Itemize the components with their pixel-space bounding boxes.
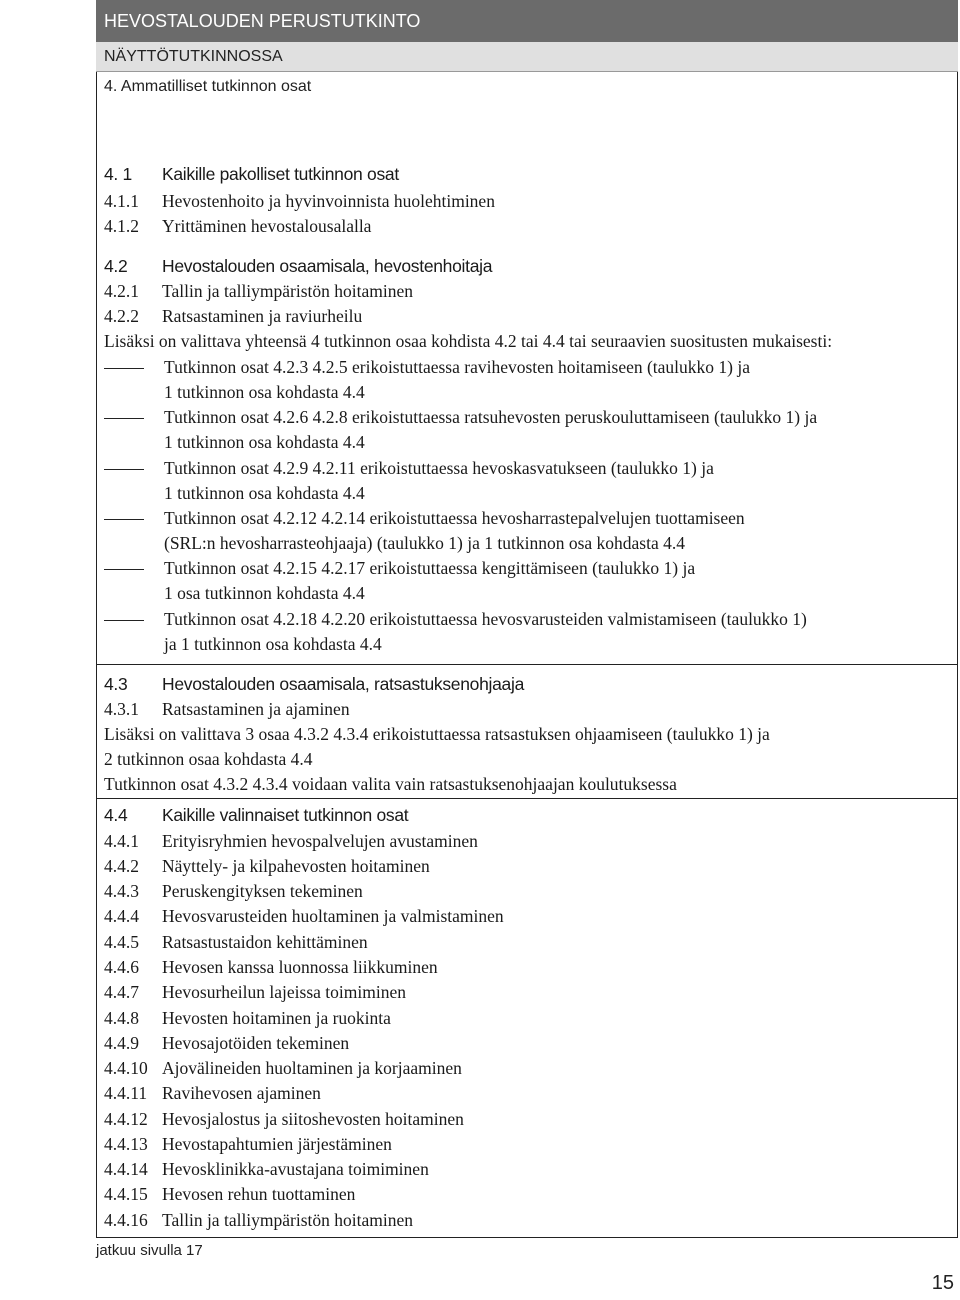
list-item [104,1182,355,1206]
option-continuation: 1 tutkinnon osa kohdasta 4.4 [164,382,365,402]
list-item [104,189,495,213]
document-title: HEVOSTALOUDEN PERUSTUTKINTO [96,0,958,42]
list-item [104,1031,349,1055]
section-divider [96,798,958,799]
item-text: Erityisryhmien hevospalvelujen avustaminen [162,831,478,851]
item-text: Tallin ja talliympäristön hoitaminen [162,1210,414,1230]
list-item [104,1107,464,1131]
continuation-note: jatkuu sivulla 17 [96,1242,203,1259]
list-item [104,1006,391,1030]
list-item [104,930,368,954]
item-text: Hevosjalostus ja siitoshevosten hoitaminen [162,1109,464,1129]
item-text: Ratsastustaidon kehittäminen [162,932,368,952]
item-number: 4.2.2 [104,306,139,326]
item-number: 4.4.1 [104,831,139,851]
item-number: 4.2 [104,256,128,276]
list-item [104,1081,321,1105]
option-text: Tutkinnon osat 4.2.6 4.2.8 erikoistuttaessa ratsuhevosten peruskouluttamiseen (taulukko 1) ja [164,407,818,427]
list-item [104,304,362,328]
item-number: 4.4.5 [104,932,139,952]
item-text: Ravihevosen ajaminen [162,1083,321,1103]
list-item [104,1132,392,1156]
item-text: Hevosten hoitaminen ja ruokinta [162,1008,391,1028]
dash-marker [104,519,144,520]
option-continuation: ja 1 tutkinnon osa kohdasta 4.4 [164,634,382,654]
option-text: Tutkinnon osat 4.2.9 4.2.11 erikoistuttaessa hevoskasvatukseen (taulukko 1) ja [164,458,714,478]
section-4-3-text: Lisäksi on valittava 3 osaa 4.3.2 4.3.4 erikoistuttaessa ratsastuksen ohjaamiseen (taulukko 1) ja [104,724,770,744]
option-text: Tutkinnon osat 4.2.3 4.2.5 erikoistuttaessa ravihevosten hoitamiseen (taulukko 1) ja [164,357,751,377]
item-text: Hevosen rehun tuottaminen [162,1184,356,1204]
item-text: Kaikille pakolliset tutkinnon osat [162,164,399,184]
item-text: Hevostalouden osaamisala, ratsastuksenohjaaja [162,674,525,694]
section-4-1-heading [104,162,399,186]
list-item [104,955,438,979]
item-number: 4.4.8 [104,1008,139,1028]
option-text: Tutkinnon osat 4.2.12 4.2.14 erikoistuttaessa hevosharrastepalvelujen tuottamiseen [164,508,745,528]
option-line [104,556,695,580]
item-number: 4.4.11 [104,1083,148,1103]
list-item [104,879,363,903]
item-number: 4.2.1 [104,281,139,301]
item-number: 4.4.15 [104,1184,148,1204]
option-continuation: 1 tutkinnon osa kohdasta 4.4 [164,432,365,452]
item-text: Ratsastaminen ja raviurheilu [162,306,363,326]
section-4-3-text: 2 tutkinnon osaa kohdasta 4.4 [104,749,313,769]
item-text: Peruskengityksen tekeminen [162,881,363,901]
item-text: Yrittäminen hevostalousalalla [162,216,372,236]
item-text: Ratsastaminen ja ajaminen [162,699,350,719]
option-line [104,355,750,379]
dash-marker [104,418,144,419]
option-continuation: 1 osa tutkinnon kohdasta 4.4 [164,583,365,603]
section-4-4-heading [104,803,408,827]
page-number: 15 [931,1272,954,1294]
item-number: 4.4.10 [104,1058,148,1078]
item-text: Hevostalouden osaamisala, hevostenhoitaja [162,256,493,276]
section-4-3-note: Tutkinnon osat 4.3.2 4.3.4 voidaan valita vain ratsastuksenohjaajan koulutuksessa [104,774,677,794]
item-number: 4.4.9 [104,1033,139,1053]
option-continuation: (SRL:n hevosharrasteohjaaja) (taulukko 1) ja 1 tutkinnon osa kohdasta 4.4 [164,533,685,553]
item-text: Kaikille valinnaiset tutkinnon osat [162,805,409,825]
item-number: 4.3 [104,674,128,694]
item-number: 4.4 [104,805,128,825]
dash-marker [104,469,144,470]
section-4-3-heading [104,672,524,696]
item-text: Näyttely- ja kilpahevosten hoitaminen [162,856,430,876]
item-number: 4.4.6 [104,957,139,977]
list-item [104,1208,413,1232]
option-text: Tutkinnon osat 4.2.15 4.2.17 erikoistuttaessa kengittämiseen (taulukko 1) ja [164,558,696,578]
item-number: 4.4.12 [104,1109,148,1129]
section-4-2-intro: Lisäksi on valittava yhteensä 4 tutkinnon osaa kohdista 4.2 tai 4.4 tai seuraavien suositusten mukaisesti: [104,331,833,351]
item-text: Hevosajotöiden tekeminen [162,1033,350,1053]
item-number: 4. 1 [104,164,132,184]
item-number: 4.1.1 [104,191,139,211]
option-line [104,456,714,480]
item-number: 4.4.16 [104,1210,148,1230]
item-text: Hevosklinikka-avustajana toimiminen [162,1159,429,1179]
list-item [104,697,350,721]
option-line [104,506,745,530]
list-item [104,1056,462,1080]
item-number: 4.4.2 [104,856,139,876]
item-number: 4.4.14 [104,1159,148,1179]
option-line [104,405,817,429]
list-item [104,1157,429,1181]
section-heading: 4. Ammatilliset tutkinnon osat [104,78,312,95]
list-item [104,214,371,238]
item-text: Hevosen kanssa luonnossa liikkuminen [162,957,438,977]
dash-marker [104,569,144,570]
item-number: 4.4.13 [104,1134,148,1154]
item-number: 4.1.2 [104,216,139,236]
item-number: 4.4.4 [104,906,139,926]
list-item [104,829,478,853]
list-item [104,854,430,878]
list-item [104,980,406,1004]
list-item [104,904,504,928]
item-number: 4.4.3 [104,881,139,901]
item-text: Hevostapahtumien järjestäminen [162,1134,392,1154]
item-text: Tallin ja talliympäristön hoitaminen [162,281,414,301]
document-subtitle: NÄYTTÖTUTKINNOSSA [96,42,958,72]
dash-marker [104,368,144,369]
item-text: Ajovälineiden huoltaminen ja korjaaminen [162,1058,462,1078]
item-text: Hevosvarusteiden huoltaminen ja valmistaminen [162,906,504,926]
section-divider [96,664,958,665]
item-number: 4.3.1 [104,699,139,719]
dash-marker [104,620,144,621]
section-4-2-heading [104,254,492,278]
option-text: Tutkinnon osat 4.2.18 4.2.20 erikoistuttaessa hevosvarusteiden valmistamiseen (taulukko 1) [164,609,807,629]
item-number: 4.4.7 [104,982,139,1002]
list-item [104,279,413,303]
item-text: Hevostenhoito ja hyvinvoinnista huolehtiminen [162,191,495,211]
option-line [104,607,807,631]
option-continuation: 1 tutkinnon osa kohdasta 4.4 [164,483,365,503]
item-text: Hevosurheilun lajeissa toimiminen [162,982,406,1002]
